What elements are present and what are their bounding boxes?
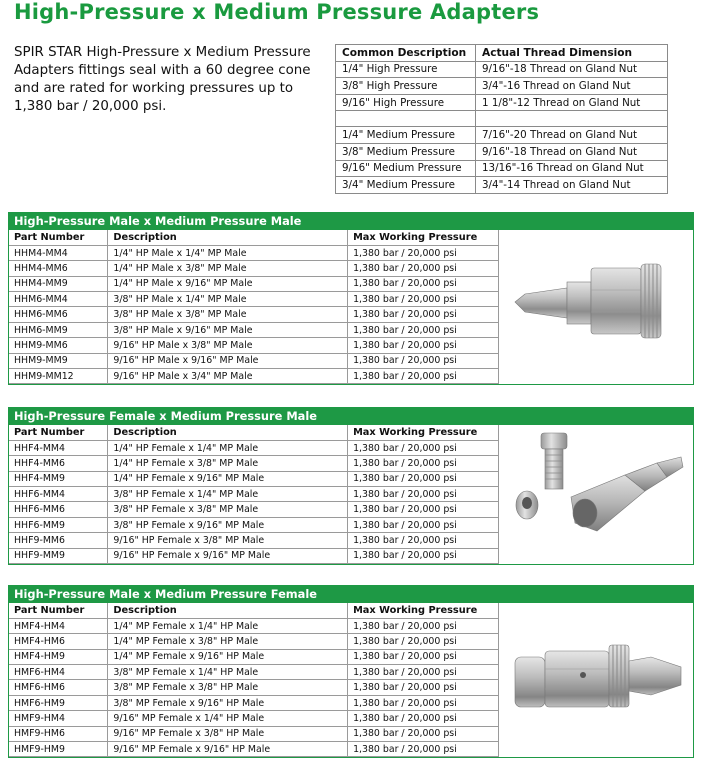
table-row	[9, 292, 499, 307]
part-number-cell: HHF9-MM9	[9, 548, 108, 563]
table-row	[9, 533, 499, 548]
description-cell: 3/8" HP Female x 1/4" MP Male	[108, 487, 348, 502]
section-title: High-Pressure Male x Medium Pressure Female	[8, 585, 694, 603]
description-cell: 1/4" HP Female x 1/4" MP Male	[108, 440, 348, 455]
part-number-cell: HHF4-MM6	[9, 456, 108, 471]
part-number-cell: HHF4-MM4	[9, 440, 108, 455]
table-row	[9, 726, 499, 741]
max-working-pressure-cell: 1,380 bar / 20,000 psi	[348, 307, 499, 322]
female-male-adapter-photo	[505, 427, 691, 547]
max-working-pressure-cell: 1,380 bar / 20,000 psi	[348, 517, 499, 532]
description-header: Description	[108, 425, 348, 440]
table-row	[9, 261, 499, 276]
parts-header-row	[9, 230, 499, 245]
description-cell: 9/16" MP Female x 9/16" HP Male	[108, 742, 348, 757]
description-cell: 1/4" MP Female x 1/4" HP Male	[108, 618, 348, 633]
thread-header-common: Common Description	[336, 45, 476, 62]
max-working-pressure-cell: 1,380 bar / 20,000 psi	[348, 261, 499, 276]
table-row	[9, 245, 499, 260]
thread-row	[336, 177, 668, 194]
max-working-pressure-cell: 1,380 bar / 20,000 psi	[348, 487, 499, 502]
table-row	[9, 665, 499, 680]
table-row	[9, 742, 499, 757]
intro-text: SPIR STAR High-Pressure x Medium Pressure Adapters fittings seal with a 60 degree cone and are rated for working pressures up to 1,380 bar / 20,000 psi.	[14, 45, 311, 114]
thread-common-description: 3/8" High Pressure	[336, 78, 476, 95]
max-working-pressure-cell: 1,380 bar / 20,000 psi	[348, 456, 499, 471]
max-working-pressure-cell: 1,380 bar / 20,000 psi	[348, 533, 499, 548]
thread-row	[336, 127, 668, 144]
table-row	[9, 307, 499, 322]
male-male-adapter-photo	[505, 232, 691, 367]
parts-table	[9, 425, 499, 564]
description-cell: 9/16" HP Female x 9/16" MP Male	[108, 548, 348, 563]
thread-row	[336, 61, 668, 78]
description-cell: 1/4" HP Female x 3/8" MP Male	[108, 456, 348, 471]
part-number-cell: HHM6-MM6	[9, 307, 108, 322]
table-row	[9, 487, 499, 502]
parts-table	[9, 603, 499, 757]
thread-actual-dimension: 3/4"-16 Thread on Gland Nut	[476, 78, 668, 95]
description-cell: 1/4" HP Male x 1/4" MP Male	[108, 245, 348, 260]
description-cell: 1/4" HP Female x 9/16" MP Male	[108, 471, 348, 486]
part-number-header: Part Number	[9, 603, 108, 618]
description-cell: 1/4" MP Female x 9/16" HP Male	[108, 649, 348, 664]
max-working-pressure-cell: 1,380 bar / 20,000 psi	[348, 742, 499, 757]
table-row	[9, 456, 499, 471]
thread-row	[336, 143, 668, 160]
table-row	[9, 618, 499, 633]
max-working-pressure-header: Max Working Pressure	[348, 425, 499, 440]
description-cell: 3/8" MP Female x 9/16" HP Male	[108, 695, 348, 710]
female-male-adapter-image	[505, 427, 691, 547]
description-cell: 9/16" HP Female x 3/8" MP Male	[108, 533, 348, 548]
table-row	[9, 711, 499, 726]
thread-table-spacer-row	[336, 111, 668, 127]
max-working-pressure-cell: 1,380 bar / 20,000 psi	[348, 726, 499, 741]
parts-table	[9, 230, 499, 384]
section-body	[8, 230, 694, 385]
description-cell: 9/16" HP Male x 9/16" MP Male	[108, 353, 348, 368]
description-cell: 9/16" MP Female x 1/4" HP Male	[108, 711, 348, 726]
description-cell: 3/8" HP Female x 9/16" MP Male	[108, 517, 348, 532]
part-number-cell: HHF4-MM9	[9, 471, 108, 486]
thread-mp-rows	[336, 127, 668, 193]
table-row	[9, 338, 499, 353]
max-working-pressure-cell: 1,380 bar / 20,000 psi	[348, 634, 499, 649]
table-row	[9, 649, 499, 664]
description-cell: 3/8" MP Female x 1/4" HP Male	[108, 665, 348, 680]
max-working-pressure-cell: 1,380 bar / 20,000 psi	[348, 353, 499, 368]
max-working-pressure-cell: 1,380 bar / 20,000 psi	[348, 649, 499, 664]
table-row	[9, 680, 499, 695]
description-cell: 3/8" MP Female x 3/8" HP Male	[108, 680, 348, 695]
part-number-cell: HHF6-MM4	[9, 487, 108, 502]
max-working-pressure-cell: 1,380 bar / 20,000 psi	[348, 548, 499, 563]
part-number-cell: HHF9-MM6	[9, 533, 108, 548]
max-working-pressure-cell: 1,380 bar / 20,000 psi	[348, 471, 499, 486]
max-working-pressure-header: Max Working Pressure	[348, 603, 499, 618]
thread-row	[336, 160, 668, 177]
table-row	[9, 353, 499, 368]
description-header: Description	[108, 230, 348, 245]
thread-row	[336, 94, 668, 111]
thread-common-description: 1/4" Medium Pressure	[336, 127, 476, 144]
part-number-cell: HHM4-MM9	[9, 276, 108, 291]
parts-header-row	[9, 425, 499, 440]
part-number-cell: HHF6-MM9	[9, 517, 108, 532]
part-number-header: Part Number	[9, 230, 108, 245]
part-number-cell: HMF9-HM6	[9, 726, 108, 741]
description-cell: 9/16" MP Female x 3/8" HP Male	[108, 726, 348, 741]
max-working-pressure-cell: 1,380 bar / 20,000 psi	[348, 276, 499, 291]
thread-actual-dimension: 3/4"-14 Thread on Gland Nut	[476, 177, 668, 194]
thread-table-header-row	[336, 45, 668, 62]
max-working-pressure-cell: 1,380 bar / 20,000 psi	[348, 440, 499, 455]
thread-actual-dimension: 1 1/8"-12 Thread on Gland Nut	[476, 94, 668, 111]
male-female-adapter-image	[505, 605, 691, 737]
part-number-cell: HHM6-MM9	[9, 322, 108, 337]
part-number-cell: HHM4-MM6	[9, 261, 108, 276]
section-hp-female-mp-male	[8, 407, 694, 565]
section-title: High-Pressure Male x Medium Pressure Male	[8, 212, 694, 230]
part-number-cell: HMF4-HM4	[9, 618, 108, 633]
part-number-cell: HMF4-HM9	[9, 649, 108, 664]
thread-hp-rows	[336, 61, 668, 111]
thread-actual-dimension: 13/16"-16 Thread on Gland Nut	[476, 160, 668, 177]
thread-common-description: 1/4" High Pressure	[336, 61, 476, 78]
description-cell: 3/8" HP Female x 3/8" MP Male	[108, 502, 348, 517]
max-working-pressure-cell: 1,380 bar / 20,000 psi	[348, 292, 499, 307]
max-working-pressure-cell: 1,380 bar / 20,000 psi	[348, 695, 499, 710]
thread-actual-dimension: 9/16"-18 Thread on Gland Nut	[476, 143, 668, 160]
description-cell: 3/8" HP Male x 3/8" MP Male	[108, 307, 348, 322]
thread-common-description: 3/4" Medium Pressure	[336, 177, 476, 194]
male-male-adapter-image	[505, 232, 691, 367]
description-header: Description	[108, 603, 348, 618]
part-number-cell: HMF9-HM4	[9, 711, 108, 726]
max-working-pressure-cell: 1,380 bar / 20,000 psi	[348, 502, 499, 517]
max-working-pressure-cell: 1,380 bar / 20,000 psi	[348, 665, 499, 680]
description-cell: 3/8" HP Male x 1/4" MP Male	[108, 292, 348, 307]
part-number-cell: HMF6-HM6	[9, 680, 108, 695]
max-working-pressure-cell: 1,380 bar / 20,000 psi	[348, 322, 499, 337]
table-row	[9, 695, 499, 710]
max-working-pressure-cell: 1,380 bar / 20,000 psi	[348, 680, 499, 695]
thread-actual-dimension: 9/16"-18 Thread on Gland Nut	[476, 61, 668, 78]
part-number-cell: HHM6-MM4	[9, 292, 108, 307]
parts-header-row	[9, 603, 499, 618]
table-row	[9, 369, 499, 384]
description-cell: 1/4" HP Male x 3/8" MP Male	[108, 261, 348, 276]
description-cell: 1/4" MP Female x 3/8" HP Male	[108, 634, 348, 649]
thread-dimension-table	[335, 44, 668, 194]
part-number-cell: HHM9-MM6	[9, 338, 108, 353]
part-number-cell: HMF6-HM4	[9, 665, 108, 680]
max-working-pressure-cell: 1,380 bar / 20,000 psi	[348, 711, 499, 726]
table-row	[9, 517, 499, 532]
part-number-cell: HHM4-MM4	[9, 245, 108, 260]
part-number-cell: HMF9-HM9	[9, 742, 108, 757]
part-number-header: Part Number	[9, 425, 108, 440]
section-hp-male-mp-female	[8, 585, 694, 758]
section-title: High-Pressure Female x Medium Pressure Male	[8, 407, 694, 425]
max-working-pressure-cell: 1,380 bar / 20,000 psi	[348, 618, 499, 633]
part-number-cell: HMF6-HM9	[9, 695, 108, 710]
section-body	[8, 425, 694, 565]
table-row	[9, 471, 499, 486]
part-number-cell: HMF4-HM6	[9, 634, 108, 649]
table-row	[9, 548, 499, 563]
thread-actual-dimension: 7/16"-20 Thread on Gland Nut	[476, 127, 668, 144]
page-title: High-Pressure x Medium Pressure Adapters	[14, 0, 540, 24]
table-row	[9, 502, 499, 517]
max-working-pressure-cell: 1,380 bar / 20,000 psi	[348, 245, 499, 260]
description-cell: 1/4" HP Male x 9/16" MP Male	[108, 276, 348, 291]
description-cell: 9/16" HP Male x 3/8" MP Male	[108, 338, 348, 353]
max-working-pressure-cell: 1,380 bar / 20,000 psi	[348, 338, 499, 353]
thread-common-description: 3/8" Medium Pressure	[336, 143, 476, 160]
description-cell: 9/16" HP Male x 3/4" MP Male	[108, 369, 348, 384]
table-row	[9, 634, 499, 649]
table-row	[9, 440, 499, 455]
max-working-pressure-cell: 1,380 bar / 20,000 psi	[348, 369, 499, 384]
thread-common-description: 9/16" Medium Pressure	[336, 160, 476, 177]
table-row	[9, 322, 499, 337]
section-hp-male-mp-male	[8, 212, 694, 385]
part-number-cell: HHF6-MM6	[9, 502, 108, 517]
thread-common-description: 9/16" High Pressure	[336, 94, 476, 111]
part-number-cell: HHM9-MM12	[9, 369, 108, 384]
thread-header-actual: Actual Thread Dimension	[476, 45, 668, 62]
table-row	[9, 276, 499, 291]
part-number-cell: HHM9-MM9	[9, 353, 108, 368]
max-working-pressure-header: Max Working Pressure	[348, 230, 499, 245]
section-body	[8, 603, 694, 758]
male-female-adapter-photo	[505, 605, 691, 737]
thread-row	[336, 78, 668, 95]
description-cell: 3/8" HP Male x 9/16" MP Male	[108, 322, 348, 337]
